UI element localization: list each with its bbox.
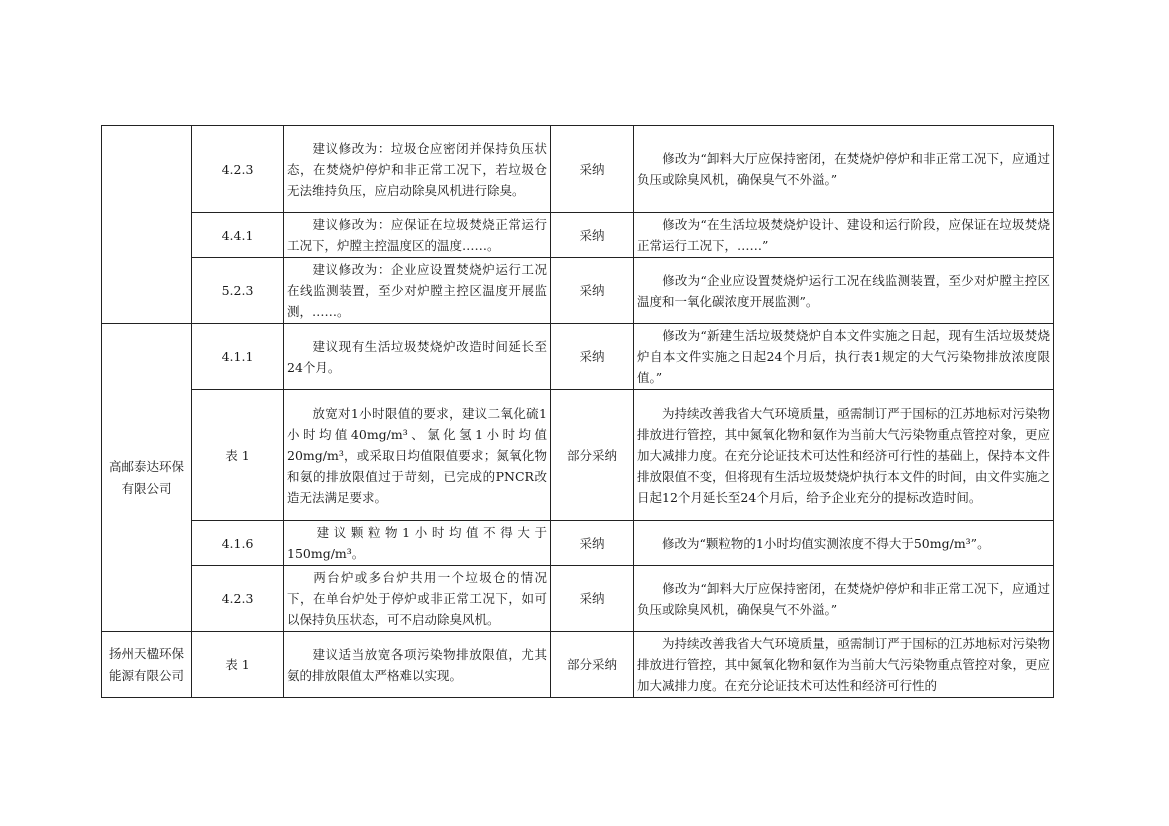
response-cell: 修改为“卸料大厅应保持密闭，在焚烧炉停炉和非正常工况下，应通过负压或除臭风机，确保臭气不外溢。” (634, 566, 1054, 632)
adoption-status-cell: 部分采纳 (551, 390, 634, 521)
clause-cell: 5.2.3 (192, 258, 284, 324)
adoption-status-cell: 部分采纳 (551, 632, 634, 698)
response-cell: 修改为“颗粒物的1小时均值实测浓度不得大于50mg/m³”。 (634, 521, 1054, 566)
clause-cell: 4.2.3 (192, 566, 284, 632)
clause-cell: 表 1 (192, 632, 284, 698)
adoption-status-cell: 采纳 (551, 566, 634, 632)
suggestion-cell: 两台炉或多台炉共用一个垃圾仓的情况下，在单台炉处于停炉或非正常工况下，如可以保持负压状态，可不启动除臭风机。 (284, 566, 551, 632)
table-row (102, 566, 1054, 632)
table-row (102, 521, 1054, 566)
response-cell: 修改为“新建生活垃圾焚烧炉自本文件实施之日起，现有生活垃圾焚烧炉自本文件实施之日起24个月后，执行表1规定的大气污染物排放浓度限值。” (634, 324, 1054, 390)
suggestion-cell: 建议现有生活垃圾焚烧炉改造时间延长至24个月。 (284, 324, 551, 390)
clause-cell: 4.1.6 (192, 521, 284, 566)
response-cell: 修改为“在生活垃圾焚烧炉设计、建设和运行阶段，应保证在垃圾焚烧正常运行工况下，……” (634, 213, 1054, 258)
suggestion-cell: 建议修改为：企业应设置焚烧炉运行工况在线监测装置，至少对炉膛主控区温度开展监测，……。 (284, 258, 551, 324)
suggestion-cell: 放宽对1小时限值的要求，建议二氧化硫1小时均值40mg/m³、氯化氢1小时均值20mg/m³，或采取日均值限值要求；氮氧化物和氨的排放限值过于苛刻，已完成的PNCR改造无法满足要求。 (284, 390, 551, 521)
adoption-status-cell: 采纳 (551, 213, 634, 258)
clause-cell: 4.2.3 (192, 126, 284, 213)
response-cell: 修改为“企业应设置焚烧炉运行工况在线监测装置，至少对炉膛主控区温度和一氧化碳浓度开展监测”。 (634, 258, 1054, 324)
table-row (102, 213, 1054, 258)
adoption-status-cell: 采纳 (551, 126, 634, 213)
clause-cell: 4.4.1 (192, 213, 284, 258)
org-cell: 扬州天楹环保能源有限公司 (102, 632, 192, 698)
clause-cell: 4.1.1 (192, 324, 284, 390)
response-cell: 修改为“卸料大厅应保持密闭，在焚烧炉停炉和非正常工况下，应通过负压或除臭风机，确保臭气不外溢。” (634, 126, 1054, 213)
table-row (102, 258, 1054, 324)
org-cell (102, 126, 192, 324)
response-cell: 为持续改善我省大气环境质量，亟需制订严于国标的江苏地标对污染物排放进行管控，其中氮氧化物和氨作为当前大气污染物重点管控对象，更应加大减排力度。在充分论证技术可达性和经济可行性的 (634, 632, 1054, 698)
adoption-status-cell: 采纳 (551, 521, 634, 566)
adoption-status-cell: 采纳 (551, 324, 634, 390)
suggestion-cell: 建议修改为：垃圾仓应密闭并保持负压状态，在焚烧炉停炉和非正常工况下，若垃圾仓无法维持负压，应启动除臭风机进行除臭。 (284, 126, 551, 213)
adoption-status-cell: 采纳 (551, 258, 634, 324)
table-row (102, 632, 1054, 698)
org-cell: 高邮泰达环保有限公司 (102, 324, 192, 632)
response-cell: 为持续改善我省大气环境质量，亟需制订严于国标的江苏地标对污染物排放进行管控，其中氮氧化物和氨作为当前大气污染物重点管控对象，更应加大减排力度。在充分论证技术可达性和经济可行性的基础上，保持本文件排放限值不变，但将现有生活垃圾焚烧炉执行本文件的时间，由文件实施之日起12个月延长至24个月后，给予企业充分的提标改造时间。 (634, 390, 1054, 521)
table-row (102, 324, 1054, 390)
suggestion-cell: 建议颗粒物1小时均值不得大于150mg/m³。 (284, 521, 551, 566)
table-row (102, 126, 1054, 213)
clause-cell: 表 1 (192, 390, 284, 521)
table-row (102, 390, 1054, 521)
suggestion-cell: 建议修改为：应保证在垃圾焚烧正常运行工况下，炉膛主控温度区的温度……。 (284, 213, 551, 258)
comment-response-table (101, 125, 1054, 698)
suggestion-cell: 建议适当放宽各项污染物排放限值，尤其氨的排放限值太严格难以实现。 (284, 632, 551, 698)
